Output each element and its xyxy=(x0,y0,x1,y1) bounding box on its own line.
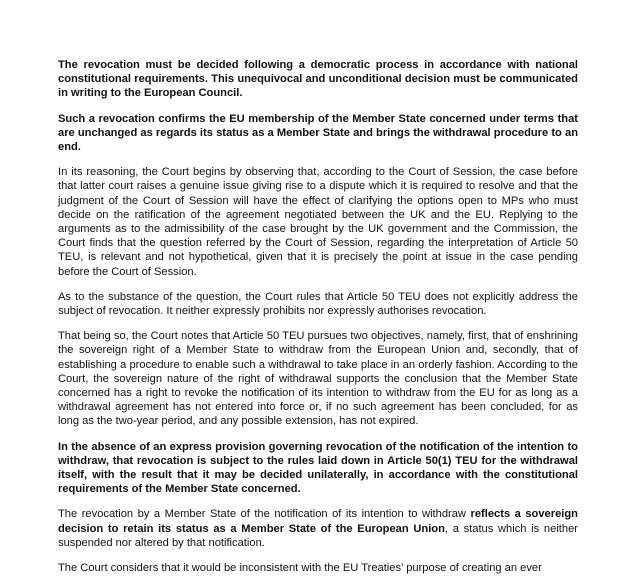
sovereign-decision-part-3: , a status which is neither suspended nor altered by that notification. xyxy=(58,522,578,549)
paragraph-article-50-objectives: That being so, the Court notes that Article 50 TEU pursues two objectives, namely, first, that of enshrining the sovereign right of a Member State to withdraw from the European Union and, secondly, that of establishing a procedure to enable such a withdrawal to take place in an orderly fashion. According to the Court, the sovereign nature of the right of withdrawal supports the conclusion that the Member State concerned has a right to revoke the notification of its intention to withdraw from the EU for as long as a withdrawal agreement has not entered into force or, if no such agreement has been concluded, for as long as the two-year period, and any possible extension, has not expired. xyxy=(58,330,578,428)
paragraph-sovereign-decision xyxy=(58,507,578,550)
paragraph-court-reasoning: In its reasoning, the Court begins by observing that, according to the Court of Session, the case before that latter court raises a genuine issue giving rise to a dispute which it is required to resolve and that the judgment of the Court of Session will have the effect of clarifying the options open to MPs who must decide on the ratification of the agreement negotiated between the UK and the EU. Replying to the arguments as to the admissibility of the case brought by the UK government and the Commission, the Court finds that the question referred by the Court of Session, regarding the interpretation of Article 50 TEU, is relevant and not hypothetical, given that it is precisely the point at issue in the case pending before the Court of Session. xyxy=(58,166,578,278)
sovereign-decision-part-1: The revocation by a Member State of the notification of its intention to withdraw xyxy=(58,508,471,521)
paragraph-revocation-process: The revocation must be decided following a democratic process in accordance with national constitutional requirements. This unequivocal and unconditional decision must be communicated in writing to the European Council. xyxy=(58,59,578,100)
paragraph-membership-confirmation: Such a revocation confirms the EU membership of the Member State concerned under terms that are unchanged as regards its status as a Member State and brings the withdrawal procedure to an end. xyxy=(58,112,578,154)
sovereign-decision-bold-part: reflects a sovereign decision to retain its status as a Member State of the European Union xyxy=(58,508,578,535)
paragraph-treaty-purpose-cut-off: The Court considers that it would be inconsistent with the EU Treaties’ purpose of creating an ever xyxy=(58,562,542,575)
paragraph-unilateral-revocation: In the absence of an express provision governing revocation of the notification of the intention to withdraw, that revocation is subject to the rules laid down in Article 50(1) TEU for the withdrawal itself, with the result that it may be decided unilaterally, in accordance with the constitutional requirements of the Member State concerned. xyxy=(58,440,578,496)
document-body xyxy=(58,58,578,575)
paragraph-substance-of-question: As to the substance of the question, the Court rules that Article 50 TEU does not explicitly address the subject of revocation. It neither expressly prohibits nor expressly authorises revocation. xyxy=(58,290,578,318)
